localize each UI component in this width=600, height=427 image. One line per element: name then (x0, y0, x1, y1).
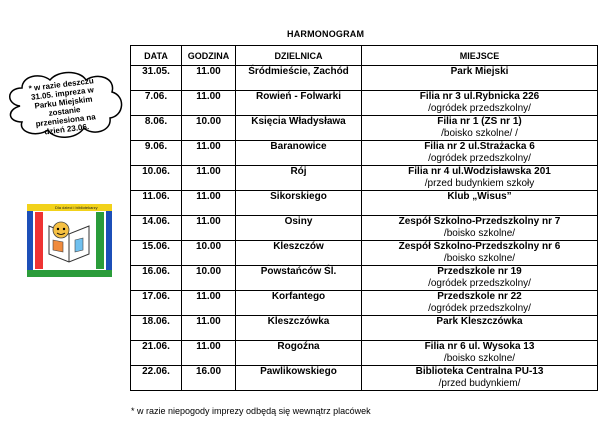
cell-district: Korfantego (236, 291, 362, 316)
cell-date: 7.06. (131, 91, 182, 116)
place-detail: /ogródek przedszkolny/ (428, 103, 531, 114)
table-row (131, 266, 598, 291)
cell-district: Kleszczówka (236, 316, 362, 341)
table-row (131, 91, 598, 116)
page-title: HARMONOGRAM (287, 29, 365, 39)
cell-time: 11.00 (182, 341, 236, 366)
cell-date: 9.06. (131, 141, 182, 166)
cell-date: 31.05. (131, 66, 182, 91)
cell-district: Powstańców Śl. (236, 266, 362, 291)
cell-place (362, 266, 598, 291)
table-row (131, 166, 598, 191)
place-detail: /boisko szkolne/ (443, 228, 516, 239)
cell-time: 10.00 (182, 116, 236, 141)
logo-top-text: Dla dzieci i bibliotekarzy (55, 205, 98, 210)
table-row (131, 116, 598, 141)
cell-district: Śródmieście, Zachód (236, 66, 362, 91)
place-name: Park Kleszczówka (436, 316, 523, 327)
header-row (131, 46, 598, 66)
cell-place (362, 241, 598, 266)
cell-date: 11.06. (131, 191, 182, 216)
place-name: Filia nr 4 ul.Wodzisławska 201 (408, 166, 551, 177)
header-district: DZIELNICA (236, 46, 362, 66)
cell-time: 11.00 (182, 316, 236, 341)
cell-place (362, 216, 598, 241)
children-book-logo-icon (27, 204, 112, 277)
cell-place (362, 316, 598, 341)
place-detail: /przed budynkiem szkoły (424, 178, 535, 189)
header-date: DATA (131, 46, 182, 66)
place-name: Park Miejski (450, 66, 509, 77)
cell-place (362, 166, 598, 191)
table-row (131, 291, 598, 316)
cell-district: Baranowice (236, 141, 362, 166)
header-time: GODZINA (182, 46, 236, 66)
table-row (131, 366, 598, 391)
cell-district: Rowień - Folwarki (236, 91, 362, 116)
cell-time: 11.00 (182, 91, 236, 116)
table-row (131, 316, 598, 341)
cell-place (362, 91, 598, 116)
place-detail: /boisko szkolne/ / (441, 128, 518, 139)
cell-time: 10.00 (182, 241, 236, 266)
cell-date: 17.06. (131, 291, 182, 316)
cell-date: 16.06. (131, 266, 182, 291)
place-name: Przedszkole nr 22 (437, 291, 522, 302)
footnote: * w razie niepogody imprezy odbędą się wewnątrz placówek (131, 406, 371, 416)
place-name: Przedszkole nr 19 (437, 266, 522, 277)
cell-district: Pawlikowskiego (236, 366, 362, 391)
children-book-logo (27, 204, 112, 277)
cell-date: 8.06. (131, 116, 182, 141)
place-detail: /przed budynkiem/ (438, 378, 521, 389)
cell-district: Osiny (236, 216, 362, 241)
schedule-table (130, 45, 598, 391)
cell-date: 21.06. (131, 341, 182, 366)
cell-time: 10.00 (182, 266, 236, 291)
place-detail: /ogródek przedszkolny/ (428, 153, 531, 164)
cell-time: 16.00 (182, 366, 236, 391)
place-name: Biblioteka Centralna PU-13 (415, 366, 544, 377)
table-row (131, 241, 598, 266)
header-place: MIEJSCE (362, 46, 598, 66)
cell-place (362, 366, 598, 391)
cell-district: Rogoźna (236, 341, 362, 366)
cell-date: 15.06. (131, 241, 182, 266)
table-row (131, 66, 598, 91)
cell-district: Kleszczów (236, 241, 362, 266)
cell-place (362, 291, 598, 316)
place-name: Filia nr 3 ul.Rybnicka 226 (419, 91, 540, 102)
table-row (131, 341, 598, 366)
cell-time: 11.00 (182, 66, 236, 91)
cell-place (362, 341, 598, 366)
cell-district: Księcia Władysława (236, 116, 362, 141)
place-detail: /ogródek przedszkolny/ (428, 278, 531, 289)
cell-date: 22.06. (131, 366, 182, 391)
cell-place (362, 66, 598, 91)
table-row (131, 141, 598, 166)
place-name: Klub „Wisus” (447, 191, 512, 202)
cell-place (362, 116, 598, 141)
place-detail: /ogródek przedszkolny/ (428, 303, 531, 314)
cell-time: 11.00 (182, 166, 236, 191)
rain-note-cloud (0, 66, 128, 146)
cell-date: 14.06. (131, 216, 182, 241)
cell-date: 10.06. (131, 166, 182, 191)
place-name: Filia nr 2 ul.Strażacka 6 (424, 141, 535, 152)
place-detail: /boisko szkolne/ (443, 253, 516, 264)
cell-time: 11.00 (182, 141, 236, 166)
place-name: Filia nr 6 ul. Wysoka 13 (424, 341, 535, 352)
place-name: Filia nr 1 (ZS nr 1) (437, 116, 522, 127)
place-detail: /boisko szkolne/ (443, 353, 516, 364)
place-name: Zespół Szkolno-Przedszkolny nr 6 (398, 241, 561, 252)
cell-date: 18.06. (131, 316, 182, 341)
cell-time: 11.00 (182, 291, 236, 316)
cell-time: 11.00 (182, 216, 236, 241)
table-row (131, 191, 598, 216)
rain-note-text: * w razie deszczu 31.05. impreza w Parku Miejskim zostanie przeniesiona na dzień 23.06. (28, 76, 97, 137)
place-name: Zespół Szkolno-Przedszkolny nr 7 (398, 216, 561, 227)
cell-place (362, 191, 598, 216)
cell-district: Rój (236, 166, 362, 191)
table-row (131, 216, 598, 241)
cell-district: Sikorskiego (236, 191, 362, 216)
cell-time: 11.00 (182, 191, 236, 216)
cell-place (362, 141, 598, 166)
